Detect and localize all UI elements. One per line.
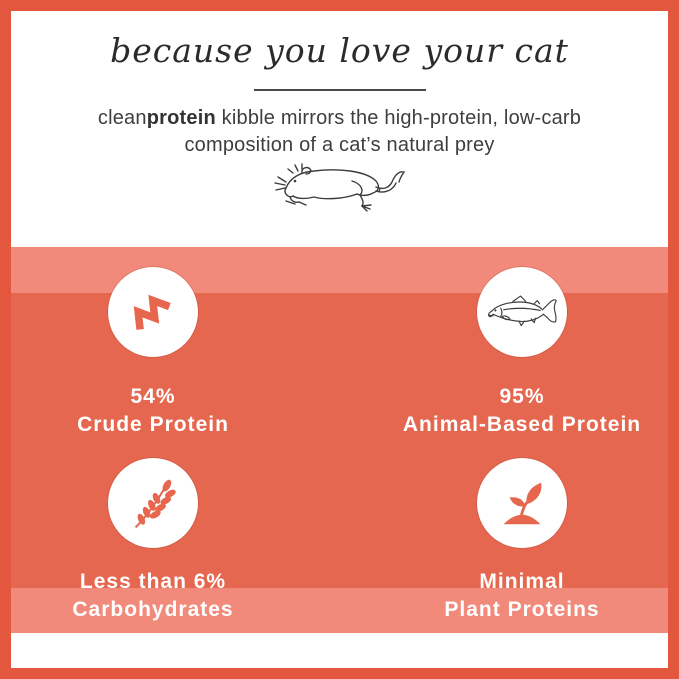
divider-line: [254, 89, 426, 91]
fish-icon: [484, 294, 560, 330]
running-mouse-icon: [272, 161, 408, 215]
mouse-illustration: [272, 161, 408, 215]
stat-value: 95%: [499, 385, 545, 408]
stat-value: 54%: [130, 385, 176, 408]
stat-label: Animal-Based Protein: [402, 413, 642, 436]
intro-line-1: cleanprotein kibble mirrors the high-protein, low-carb: [97, 107, 582, 129]
page-title: because you love your cat: [110, 31, 569, 70]
stripe-band-light-top: [11, 247, 668, 293]
stat-value: Minimal: [479, 570, 565, 593]
stat-value: Less than 6%: [79, 570, 227, 593]
crude-protein-circle: [108, 267, 198, 357]
infographic-panel: [11, 11, 668, 668]
stripe-band-dark: [11, 293, 668, 588]
plant-sprout-icon: [494, 475, 550, 531]
plant-proteins-circle: [477, 458, 567, 548]
plant-proteins-stat: [372, 568, 668, 624]
carbohydrates-stat: [11, 568, 303, 624]
meat-ribbon-icon: [124, 283, 182, 341]
intro-text: [11, 105, 668, 159]
animal-protein-stat: [372, 383, 668, 439]
stat-label: Crude Protein: [77, 413, 229, 436]
animal-protein-circle: [477, 267, 567, 357]
carbohydrates-circle: [108, 458, 198, 548]
stat-label: Plant Proteins: [444, 598, 600, 621]
brand-bold: protein: [146, 107, 216, 129]
wheat-icon: [124, 474, 182, 532]
intro-line-2: composition of a cat’s natural prey: [184, 134, 495, 156]
crude-protein-stat: [11, 383, 303, 439]
stat-label: Carbohydrates: [72, 598, 234, 621]
